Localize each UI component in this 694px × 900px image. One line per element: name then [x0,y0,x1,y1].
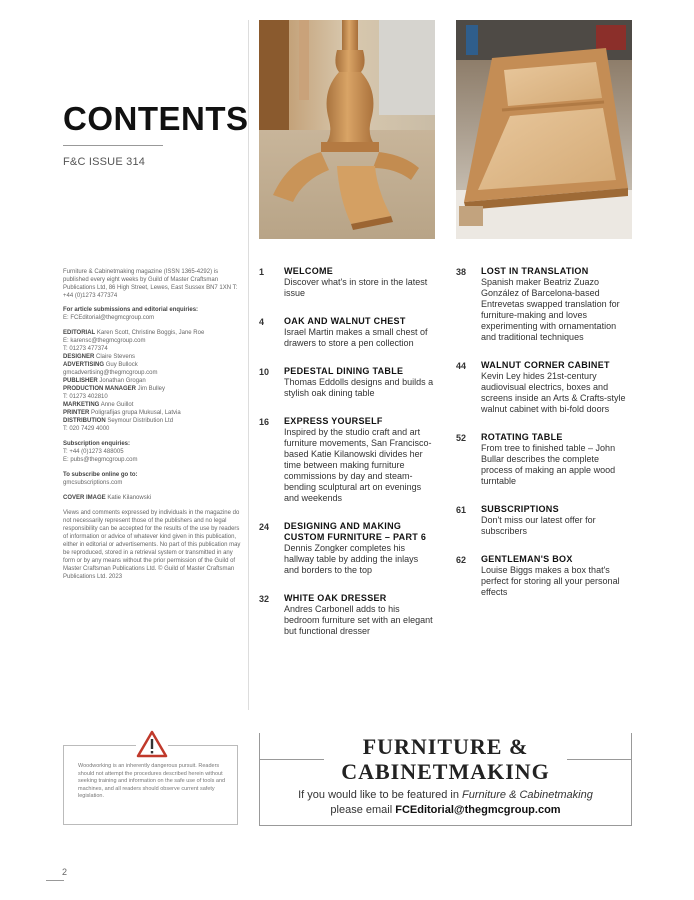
page-number-rule [46,880,64,881]
staff-row [63,353,241,361]
entry-description: Inspired by the studio craft and art furniture movements, San Francisco-based Katie Kilanowski divides her time between making furniture commissions by day and steam-bending sculptural art on evenings and weekends [284,427,432,503]
column-divider [248,20,249,710]
entry-page-number: 61 [456,505,467,515]
entry-page-number: 24 [259,522,270,532]
staff-row [63,369,241,377]
cabinet-door-photo [456,20,632,239]
entry-title: OAK AND WALNUT CHEST [284,316,406,326]
entry-page-number: 10 [259,367,270,377]
banner-masthead [260,734,631,784]
imprint [63,268,241,587]
contents-entry[interactable] [259,316,434,349]
online-url[interactable]: gmcsubscriptions.com [63,480,123,486]
staff-role: PUBLISHER [63,378,98,384]
staff-list [63,329,241,433]
staff-row [63,425,241,433]
subscription-heading: Subscription enquiries: [63,441,131,447]
contents-entry[interactable] [456,432,631,487]
pedestal-base-photo [259,20,435,239]
banner-text-magazine: Furniture & Cabinetmaking [462,789,593,801]
staff-value: Karen Scott, Christine Boggis, Jane Roe [96,330,205,336]
staff-row [63,377,241,385]
entry-description: Kevin Ley hides 21st-century audiovisual electrics, boxes and screens inside an Arts & Crafts-style walnut cabinet with bi-fold doors [481,371,626,414]
staff-value: T: 01273 402810 [63,394,108,400]
staff-value: Anne Guillot [100,402,134,408]
staff-value: Claire Stevens [96,354,136,360]
contents-entry[interactable] [259,366,434,399]
entry-page-number: 32 [259,594,270,604]
cover-image-label: COVER IMAGE [63,495,106,501]
entry-title: PEDESTAL DINING TABLE [284,366,404,376]
contents-entry[interactable] [259,593,434,637]
disclaimer: Views and comments expressed by individuals in the magazine do not necessarily represent those of the publishers and no legal responsibility can be accepted for the results of the use by readers of information or advice of whatever kind given in this publication, either in editorial or advertisements. No part of this publication may be reproduced, stored in a retrieval system or transmitted in any form or by any means without the prior permission of the Guild of Master Craftsman Publications Ltd. © Guild of Master Craftsman Publications Ltd. 2023 [63,510,241,580]
staff-row [63,385,241,393]
contents-entry[interactable] [259,521,434,576]
staff-row [63,409,241,417]
entry-page-number: 52 [456,433,467,443]
entry-page-number: 62 [456,555,467,565]
staff-role: DISTRIBUTION [63,418,106,424]
contents-entry[interactable] [456,360,631,415]
entry-page-number: 16 [259,417,270,427]
contents-entry[interactable] [259,266,434,299]
subscription-email[interactable]: E: pubs@thegmcgroup.com [63,457,138,463]
issue-number: F&C ISSUE 314 [63,156,146,168]
subscription-phone: T: +44 (0)1273 488005 [63,449,124,455]
entry-title: SUBSCRIPTIONS [481,504,559,514]
entry-title: GENTLEMAN'S BOX [481,554,573,564]
entry-description: Discover what's in store in the latest issue [284,277,428,298]
page-number: 2 [62,867,68,877]
safety-warning-box [63,745,238,825]
staff-role: DESIGNER [63,354,95,360]
entry-description: Andres Carbonell adds to his bedroom furniture set with an elegant but functional dresser [284,604,433,636]
contents-column-right [456,266,631,598]
staff-role: PRINTER [63,410,90,416]
masthead-line-2: CABINETMAKING [341,759,550,784]
submissions-email[interactable]: E: FCEditorial@thegmcgroup.com [63,315,155,321]
banner-email-link[interactable]: FCEditorial@thegmcgroup.com [395,804,561,816]
staff-row [63,401,241,409]
online-heading: To subscribe online go to: [63,472,138,478]
contents-entry[interactable] [456,554,631,598]
contents-entry[interactable] [456,504,631,537]
entry-description: Louise Biggs makes a box that's perfect for storing all your personal effects [481,565,620,597]
feature-banner [259,733,632,826]
staff-value: Seymour Distribution Ltd [107,418,174,424]
staff-row [63,361,241,369]
contents-column-left [259,266,434,637]
entry-title: EXPRESS YOURSELF [284,416,383,426]
staff-value: T: 020 7429 4000 [63,426,110,432]
entry-title: WALNUT CORNER CABINET [481,360,610,370]
entry-description: Dennis Zongker completes his hallway table by adding the inlays and borders to the top [284,543,419,575]
entry-description: Israel Martin makes a small chest of drawers to store a pen collection [284,327,428,348]
submissions-heading: For article submissions and editorial enquiries: [63,307,199,313]
title-divider [63,145,163,146]
entry-description: Thomas Eddolls designs and builds a stylish oak dining table [284,377,434,398]
safety-warning-text: Woodworking is an inherently dangerous pursuit. Readers should not attempt the procedures described herein without seeking training and information on the safe use of tools and machines, and all readers should observe current safety legislation. [78,763,226,799]
staff-role: PRODUCTION MANAGER [63,386,136,392]
entry-description: Spanish maker Beatriz Zuazo González of Barcelona-based Entrevetas swapped translation for furniture-making and loves experimenting with ornamentation and traditional techniques [481,277,620,342]
staff-value: T: 01273 477374 [63,346,108,352]
staff-role: MARKETING [63,402,100,408]
entry-page-number: 38 [456,267,467,277]
warning-triangle-icon [136,730,168,758]
imprint-intro: Furniture & Cabinetmaking magazine (ISSN 1365-4292) is published every eight weeks by Guild of Master Craftsman Publications Ltd, 86 High Street, Lewes, East Sussex BN7 1XN T: +44 (0)1273 477374 [63,269,238,299]
staff-row [63,329,241,337]
banner-text-line2: please email [330,804,396,816]
page-title: CONTENTS [63,100,249,137]
entry-description: Don't miss our latest offer for subscribers [481,515,596,536]
entry-title: DESIGNING AND MAKING CUSTOM FURNITURE – PART 6 [284,521,427,542]
contents-entry[interactable] [456,266,631,343]
entry-title: LOST IN TRANSLATION [481,266,589,276]
banner-text-prefix: If you would like to be featured in [298,789,463,801]
staff-value: Poligrafijas grupa Mukusal, Latvia [91,410,181,416]
banner-invitation [260,788,631,818]
masthead-line-1: FURNITURE & [362,734,529,759]
staff-row [63,345,241,353]
entry-page-number: 1 [259,267,265,277]
entry-page-number: 44 [456,361,467,371]
entry-title: WELCOME [284,266,334,276]
staff-role: ADVERTISING [63,362,105,368]
entry-title: ROTATING TABLE [481,432,563,442]
staff-row [63,337,241,345]
entry-page-number: 4 [259,317,265,327]
staff-role: EDITORIAL [63,330,96,336]
staff-row [63,417,241,425]
staff-value: Jonathan Grogan [99,378,146,384]
entry-description: From tree to finished table – John Bullar describes the complete process of making an apple wood turntable [481,443,616,486]
staff-value: Jim Bulley [137,386,166,392]
staff-value: gmcadvertising@thegmcgroup.com [63,370,158,376]
contents-entry[interactable] [259,416,434,504]
staff-value: Guy Bullock [105,362,138,368]
entry-title: WHITE OAK DRESSER [284,593,387,603]
cover-image-credit: Katie Kilanowski [107,495,152,501]
staff-row [63,393,241,401]
staff-value: E: karensc@thegmcgroup.com [63,338,146,344]
